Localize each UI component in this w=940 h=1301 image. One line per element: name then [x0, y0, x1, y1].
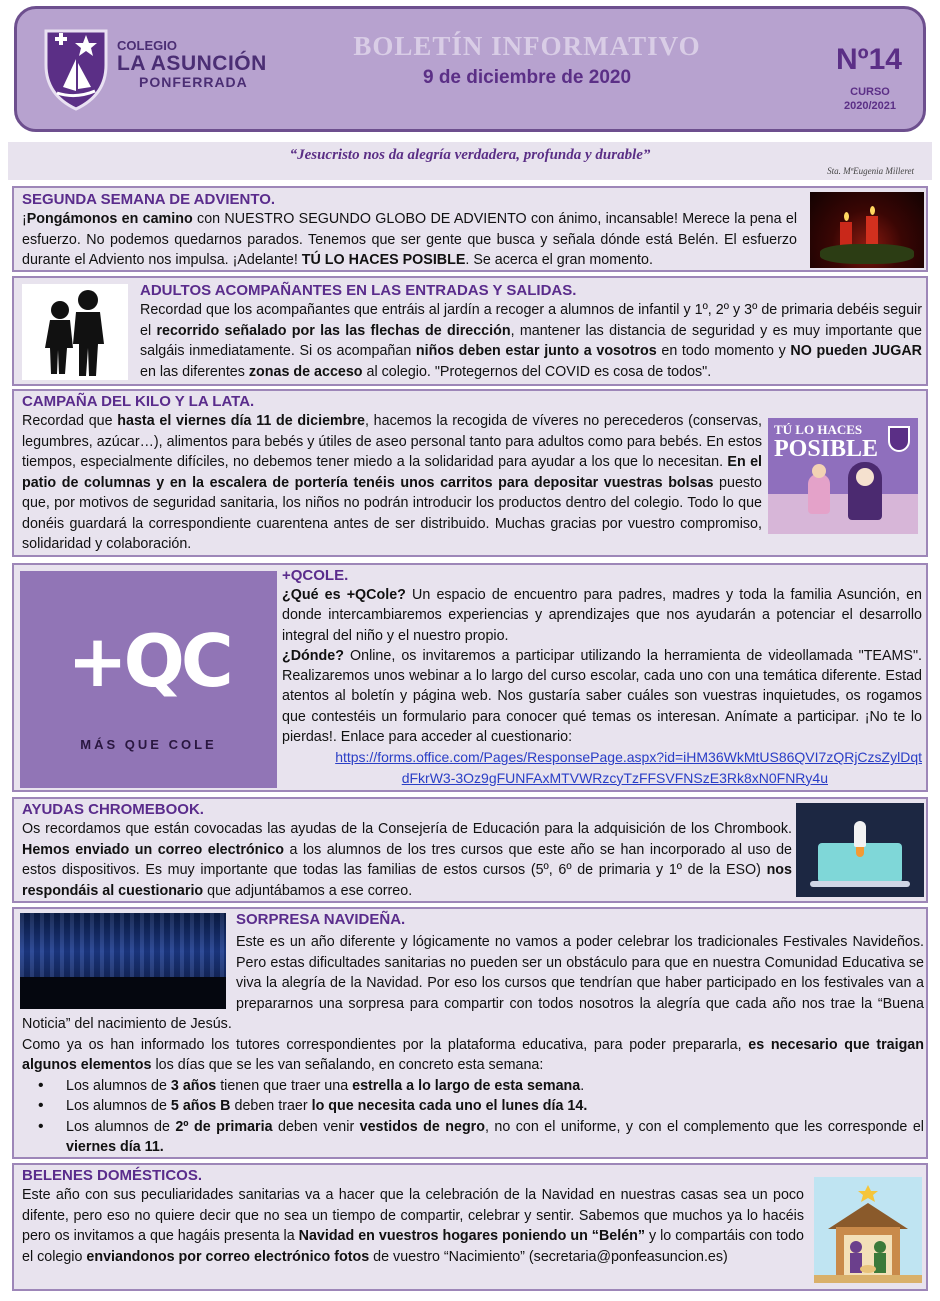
paragraph	[282, 585, 922, 646]
section-title: SEGUNDA SEMANA DE ADVIENTO.	[22, 191, 276, 208]
bold-text: Hemos enviado un correo electrónico	[22, 841, 285, 858]
bold-text: 3 años	[170, 1077, 217, 1094]
body-text: puesto que, por motivos de seguridad sanitaria, los niños no podrán introducir los productos dentro del colegio. Todo lo que donéis guardará la correspondiente cuarentena antes de ser distribuido. Muchas gracias por vuestro compromiso, solidaridad y colaboración.	[22, 474, 762, 552]
list-item	[32, 1096, 924, 1117]
body-text: en todo momento y	[656, 343, 791, 359]
list-item	[32, 1076, 924, 1097]
school-name-line2: LA ASUNCIÓN	[117, 51, 267, 75]
section-kilo-campaign	[12, 389, 928, 557]
section-adults	[12, 276, 928, 386]
body-text: Recordad que los acompañantes que entráis al jardín a recoger a alumnos de infantil y 1º, 2º y 3º de primaria debéis seguir el	[140, 302, 922, 339]
bold-text: En el patio de columnas y en la escalera de portería tenéis unos carritos para depositar vuestras bolsas	[22, 454, 762, 491]
body-text: Los alumnos de	[66, 1118, 176, 1135]
issue-number: Nº14	[836, 43, 902, 76]
bold-text: TÚ LO HACES POSIBLE	[301, 252, 466, 268]
paragraph	[282, 646, 922, 747]
quote-band	[8, 142, 932, 180]
quote-text: “Jesucristo nos da alegría verdadera, profunda y durable”	[289, 147, 651, 163]
bold-text: ¿Qué es +QCole?	[282, 587, 406, 603]
section-body	[22, 819, 792, 901]
body-text: tienen que traer una	[216, 1077, 353, 1094]
bold-text: enviandonos por correo electrónico fotos	[86, 1248, 370, 1265]
laptop-rocket-image	[796, 803, 924, 897]
bold-text: ¿Dónde?	[282, 647, 344, 664]
section-christmas-surprise	[12, 907, 928, 1159]
body-text: , hacemos la recogida de víveres no perecederos (conservas, legumbres, azúcar…), alimentos para bebés y útiles de aseo personal tanto para adultos como para bebés. En estos tiempos, especialmente difíciles, no debemos tener miedo a la solidaridad para ayudar a los que lo necesitan.	[22, 413, 762, 470]
body-text: . Se acerca el gran momento.	[465, 252, 653, 268]
section-title: AYUDAS CHROMEBOOK.	[22, 801, 204, 818]
body-text: , mantener las distancia de seguridad y es muy importante que salgáis inmediatamente. Si os acompañan	[140, 322, 922, 359]
bold-text: zonas de acceso	[248, 363, 363, 380]
bold-text: viernes día 11.	[66, 1139, 164, 1155]
body-text: y lo compartáis con todo el colegio	[22, 1228, 804, 1265]
questionnaire-link-continued[interactable]: dFkrW3-3Oz9gFUNFAxMTVWRzcyTzFFSVFNSzE3Rk8xN0FNRy4u	[401, 769, 828, 786]
quote-author: Sta. MªEugenia Milleret	[827, 166, 914, 176]
school-shield-logo	[41, 25, 111, 111]
body-text: Online, os invitaremos a participar utilizando la herramienta de videollamada "TEAMS". Realizaremos unos webinar a lo largo del curso escolar, cada uno con una temática diferente. Estad atentos al boletín y página web. Nos gustaría saber cuáles son vuestras inquietudes, os rogamos que contestéis un formulario para conocer qué temas os interesan. Anímate a participar. ¡No te lo pierdas!. Enlace para acceder al cuestionario:	[282, 647, 922, 746]
body-text: a los alumnos de los tres cursos que este año se han incorporado al uso de estos dispositivos. Es muy importante que todas las familias de estos cursos (5º, 6º de primaria y 1º de la ESO)	[22, 841, 792, 878]
section-title: BELENES DOMÉSTICOS.	[22, 1167, 203, 1184]
body-text: Como ya os han informado los tutores correspondientes por la plataforma educativa, para poder prepararla,	[22, 1036, 749, 1053]
nativity-icon	[814, 1177, 922, 1283]
section-home-nativity	[12, 1163, 928, 1291]
section-body	[22, 932, 924, 1158]
bold-text: NO pueden JUGAR	[790, 343, 923, 359]
body-text: Recordad que	[22, 413, 118, 429]
requirements-list	[32, 1076, 924, 1158]
section-advent	[12, 186, 928, 272]
advent-candles-image	[810, 192, 924, 268]
body-text: Los alumnos de	[66, 1098, 171, 1114]
poster-line1: TÚ LO HACES	[774, 422, 863, 437]
body-text: Este año con sus peculiaridades sanitarias va a hacer que la celebración de la Navidad en nuestras casas sea un poco difente, pero eso no quiere decir que no sea un tiempo de compartir, celebrar y sentir. Sabemos que muchos ya lo hacéis pero os invitamos a que hagáis presenta la	[22, 1187, 804, 1244]
section-chromebook	[12, 797, 928, 903]
section-qcole	[12, 563, 928, 792]
body-text: con NUESTRO SEGUNDO GLOBO DE ADVIENTO con ánimo, incansable! Merece la pena el esfuerzo. No podemos quedarnos parados. Tenemos que ser gente que busca y señala dónde está Belén. El esfuerzo durante el Adviento nos impulsa. ¡Adelante!	[22, 211, 797, 268]
course-label	[825, 85, 915, 114]
school-name	[117, 39, 267, 89]
nativity-image	[814, 1177, 922, 1283]
shield-icon	[888, 426, 910, 452]
bold-text: Navidad en vuestros hogares poniendo un “Belén”	[298, 1228, 646, 1244]
body-text: deben traer	[230, 1098, 312, 1114]
school-name-line1: COLEGIO	[117, 38, 177, 53]
school-name-line3: PONFERRADA	[139, 73, 248, 90]
course-years: 2020/2021	[844, 100, 896, 113]
bold-text: lo que necesita cada uno el lunes día 14.	[311, 1098, 588, 1114]
body-text: que adjuntábamos a ese correo.	[203, 882, 413, 899]
section-body: ¡Pongámonos en camino con NUESTRO SEGUNDO GLOBO DE ADVIENTO con ánimo, incansable! Merece la pena el esfuerzo. No podemos quedarnos parados. Tenemos que ser gente que busca y señala dónde está Belén. El esfuerzo durante el Adviento nos impulsa. ¡Adelante! TÚ LO HACES POSIBLE. Se acerca el gran momento.	[22, 211, 797, 268]
questionnaire-link-block	[282, 747, 922, 788]
children-silhouette-icon	[22, 284, 128, 380]
newsletter-date: 9 de diciembre de 2020	[422, 67, 632, 88]
paragraph	[22, 1035, 924, 1076]
section-title: CAMPAÑA DEL KILO Y LA LATA.	[22, 393, 255, 410]
tu-lo-haces-posible-poster	[768, 418, 918, 534]
bold-text: es necesario que traigan algunos elementos	[22, 1036, 924, 1073]
section-title: +QCOLE.	[282, 567, 349, 584]
intro-paragraph	[22, 932, 924, 1035]
poster-line2: POSIBLE	[774, 436, 879, 462]
bold-text: estrella a lo largo de esta semana	[352, 1077, 581, 1094]
section-body	[140, 300, 922, 382]
section-title: ADULTOS ACOMPAÑANTES EN LAS ENTRADAS Y SALIDAS.	[140, 282, 577, 299]
child-figure	[808, 474, 830, 514]
body-text: Un espacio de encuentro para padres, madres y toda la familia Asunción, en donde intercambiaremos experiencias y aprendizajes que nos ayudarán a potenciar el desarrollo integral del niño y el nuestro propio.	[282, 587, 922, 644]
body-text: .	[580, 1077, 585, 1094]
questionnaire-link[interactable]: https://forms.office.com/Pages/ResponsePage.aspx?id=iHM36WkMtUS86QVI7zQRjCzsZylDqt	[335, 749, 922, 766]
section-body	[282, 585, 922, 747]
body-text: Los alumnos de	[66, 1077, 171, 1094]
bold-text: recorrido señalado por las las flechas de dirección	[156, 322, 511, 339]
body-text: de vuestro “Nacimiento” (secretaria@ponfeasuncion.es)	[369, 1248, 728, 1265]
body-text: los días que se les van señalando, en concreto esta semana:	[151, 1057, 544, 1073]
rocket-icon	[854, 821, 866, 847]
body-text: al colegio. "Protegernos del COVID es cosa de todos".	[362, 363, 712, 380]
bold-text: Pongámonos en camino	[26, 211, 193, 227]
bold-text: 2º de primaria	[175, 1118, 273, 1135]
body-text: , no con el uniforme, y con el complemento que les corresponde el	[484, 1118, 924, 1135]
list-item	[32, 1117, 924, 1158]
body-text: en las diferentes	[140, 363, 249, 380]
bold-text: 5 años B	[170, 1098, 231, 1114]
body-text: Os recordamos que están covocadas las ayudas de la Consejería de Educación para la adquisición de los Chrombook.	[22, 821, 792, 837]
body-text: Este es un año diferente y lógicamente no vamos a poder celebrar los tradicionales Festivales Navideños. Pero estas dificultades sanitarias no pueden ser un obstáculo para que en nuestra Comunidad Educativa se viva la alegría de la Navidad. Por eso los cursos que tendrían que haber participado en los festivales van a prepararnos una sorpresa para compartir con todos nosotros la alegría que cada año nos trae la “Buena Noticia” del nacimiento de Jesús.	[22, 934, 924, 1032]
children-silhouette-image	[22, 284, 128, 380]
bold-text: hasta el viernes día 11 de diciembre	[117, 413, 365, 429]
qcole-logo-caption: MÁS QUE COLE	[80, 737, 217, 752]
section-body	[22, 411, 762, 555]
bold-text: niños deben estar junto a vosotros	[415, 343, 657, 359]
course-label-text: CURSO	[850, 86, 890, 98]
section-title: SORPRESA NAVIDEÑA.	[236, 911, 406, 928]
newsletter-header	[14, 6, 926, 132]
bold-text: vestidos de negro	[359, 1118, 485, 1135]
body-text: deben venir	[272, 1118, 360, 1135]
bold-text: nos respondáis al cuestionario	[22, 862, 792, 899]
qcole-logo-image	[20, 571, 277, 788]
qcole-logo-text: +QC	[67, 619, 230, 703]
newsletter-title: BOLETÍN INFORMATIVO	[353, 31, 701, 61]
section-body	[22, 1185, 804, 1267]
